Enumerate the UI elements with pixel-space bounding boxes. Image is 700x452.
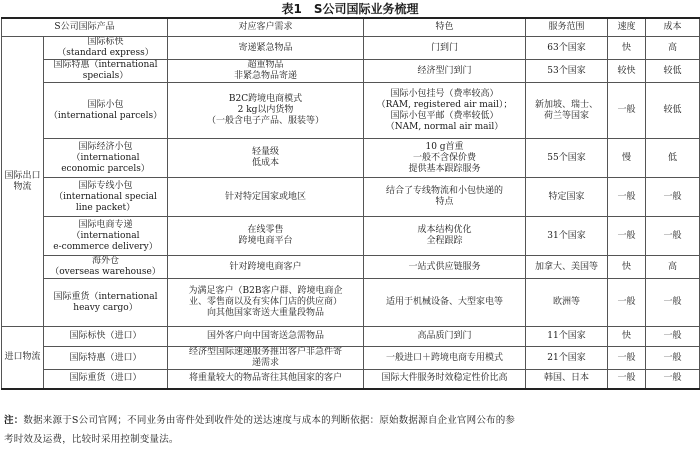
cost-cell: 高 [646, 37, 700, 60]
note-line-2: 考时效及运费，比较时采用控制变量法。 [4, 434, 179, 445]
product-cell: 国际特惠（进口） [44, 347, 168, 370]
speed-cell: 一般 [608, 83, 646, 139]
speed-cell: 一般 [608, 370, 646, 389]
cost-cell: 一般 [646, 327, 700, 347]
scope-cell: 11个国家 [526, 327, 608, 347]
speed-cell: 较快 [608, 60, 646, 83]
group-label: 进口物流 [2, 327, 44, 389]
header-row [2, 18, 700, 37]
speed-cell: 一般 [608, 279, 646, 327]
scope-cell: 63个国家 [526, 37, 608, 60]
table-row [2, 37, 700, 60]
table-body [2, 37, 700, 389]
scope-cell: 欧洲等 [526, 279, 608, 327]
scope-cell: 新加坡、瑞士、 荷兰等国家 [526, 83, 608, 139]
header-product: S公司国际产品 [2, 18, 168, 37]
group-label: 国际出口物流 [2, 37, 44, 327]
scope-cell: 加拿大、美国等 [526, 256, 608, 279]
scope-cell: 韩国、日本 [526, 370, 608, 389]
cost-cell: 一般 [646, 178, 700, 217]
cost-cell: 较低 [646, 60, 700, 83]
table-row [2, 139, 700, 178]
feature-cell: 国际小包挂号（费率较高） （RAM, registered air mail）； 国际小包平邮（费率较低） （NAM, normal air mail） [364, 83, 526, 139]
table-row [2, 178, 700, 217]
product-cell: 国际标快 （standard express） [44, 37, 168, 60]
feature-cell: 国际大件服务时效稳定性价比高 [364, 370, 526, 389]
demand-cell: 将重量较大的物品寄往其他国家的客户 [168, 370, 364, 389]
note-label: 注： [4, 415, 24, 426]
feature-cell: 高品质门到门 [364, 327, 526, 347]
header-scope: 服务范围 [526, 18, 608, 37]
cost-cell: 一般 [646, 370, 700, 389]
product-cell: 国际重货（进口） [44, 370, 168, 389]
table-title: 表1 S公司国际业务梳理 [281, 2, 419, 16]
product-cell: 国际重货（international heavy cargo） [44, 279, 168, 327]
cost-cell: 高 [646, 256, 700, 279]
demand-cell: 轻量级 低成本 [168, 139, 364, 178]
speed-cell: 一般 [608, 217, 646, 256]
demand-cell: 针对跨境电商客户 [168, 256, 364, 279]
table-row [2, 370, 700, 389]
table-row [2, 279, 700, 327]
demand-cell: 针对特定国家或地区 [168, 178, 364, 217]
table-row [2, 347, 700, 370]
product-cell: 国际专线小包 （international special line packet） [44, 178, 168, 217]
scope-cell: 31个国家 [526, 217, 608, 256]
feature-cell: 经济型门到门 [364, 60, 526, 83]
product-cell: 海外仓 （overseas warehouse） [44, 256, 168, 279]
demand-cell: 超重物品 非紧急物品寄递 [168, 60, 364, 83]
business-table [1, 17, 700, 390]
product-cell: 国际标快（进口） [44, 327, 168, 347]
feature-cell: 10 g首重 一般不含保价费 提供基本跟踪服务 [364, 139, 526, 178]
speed-cell: 一般 [608, 347, 646, 370]
scope-cell: 特定国家 [526, 178, 608, 217]
scope-cell: 55个国家 [526, 139, 608, 178]
speed-cell: 快 [608, 37, 646, 60]
demand-cell: B2C跨境电商模式 2 kg以内货物 （一般含电子产品、服装等） [168, 83, 364, 139]
table-row [2, 217, 700, 256]
demand-cell: 在线零售 跨境电商平台 [168, 217, 364, 256]
cost-cell: 一般 [646, 347, 700, 370]
speed-cell: 快 [608, 327, 646, 347]
scope-cell: 21个国家 [526, 347, 608, 370]
cost-cell: 低 [646, 139, 700, 178]
cost-cell: 一般 [646, 217, 700, 256]
scope-cell: 53个国家 [526, 60, 608, 83]
speed-cell: 一般 [608, 178, 646, 217]
header-cost: 成本 [646, 18, 700, 37]
table-row [2, 327, 700, 347]
table-note [4, 411, 696, 449]
header-demand: 对应客户需求 [168, 18, 364, 37]
speed-cell: 慢 [608, 139, 646, 178]
feature-cell: 一般进口＋跨境电商专用模式 [364, 347, 526, 370]
demand-cell: 国外客户向中国寄送急需物品 [168, 327, 364, 347]
feature-cell: 适用于机械设备、大型家电等 [364, 279, 526, 327]
feature-cell: 一站式供应链服务 [364, 256, 526, 279]
table-row [2, 256, 700, 279]
table-row [2, 60, 700, 83]
product-cell: 国际电商专递 （international e-commerce delivery） [44, 217, 168, 256]
feature-cell: 成本结构优化 全程跟踪 [364, 217, 526, 256]
cost-cell: 较低 [646, 83, 700, 139]
demand-cell: 寄递紧急物品 [168, 37, 364, 60]
product-cell: 国际经济小包 （international economic parcels） [44, 139, 168, 178]
header-speed: 速度 [608, 18, 646, 37]
feature-cell: 结合了专线物流和小包快递的 特点 [364, 178, 526, 217]
header-feature: 特色 [364, 18, 526, 37]
demand-cell: 经济型国际速递服务推出客户非急件寄 递需求 [168, 347, 364, 370]
note-line-1: 数据来源于S公司官网；不同业务由寄件处到收件处的送达速度与成本的判断依据：原始数据源自企业官网公布的参 [23, 415, 516, 426]
speed-cell: 快 [608, 256, 646, 279]
product-cell: 国际小包 （international parcels） [44, 83, 168, 139]
cost-cell: 一般 [646, 279, 700, 327]
feature-cell: 门到门 [364, 37, 526, 60]
table-row [2, 83, 700, 139]
product-cell: 国际特惠（international specials） [44, 60, 168, 83]
demand-cell: 为满足客户（B2B客户群、跨境电商企 业、零售商以及有实体门店的供应商） 向其他国家寄送大重量段物品 [168, 279, 364, 327]
